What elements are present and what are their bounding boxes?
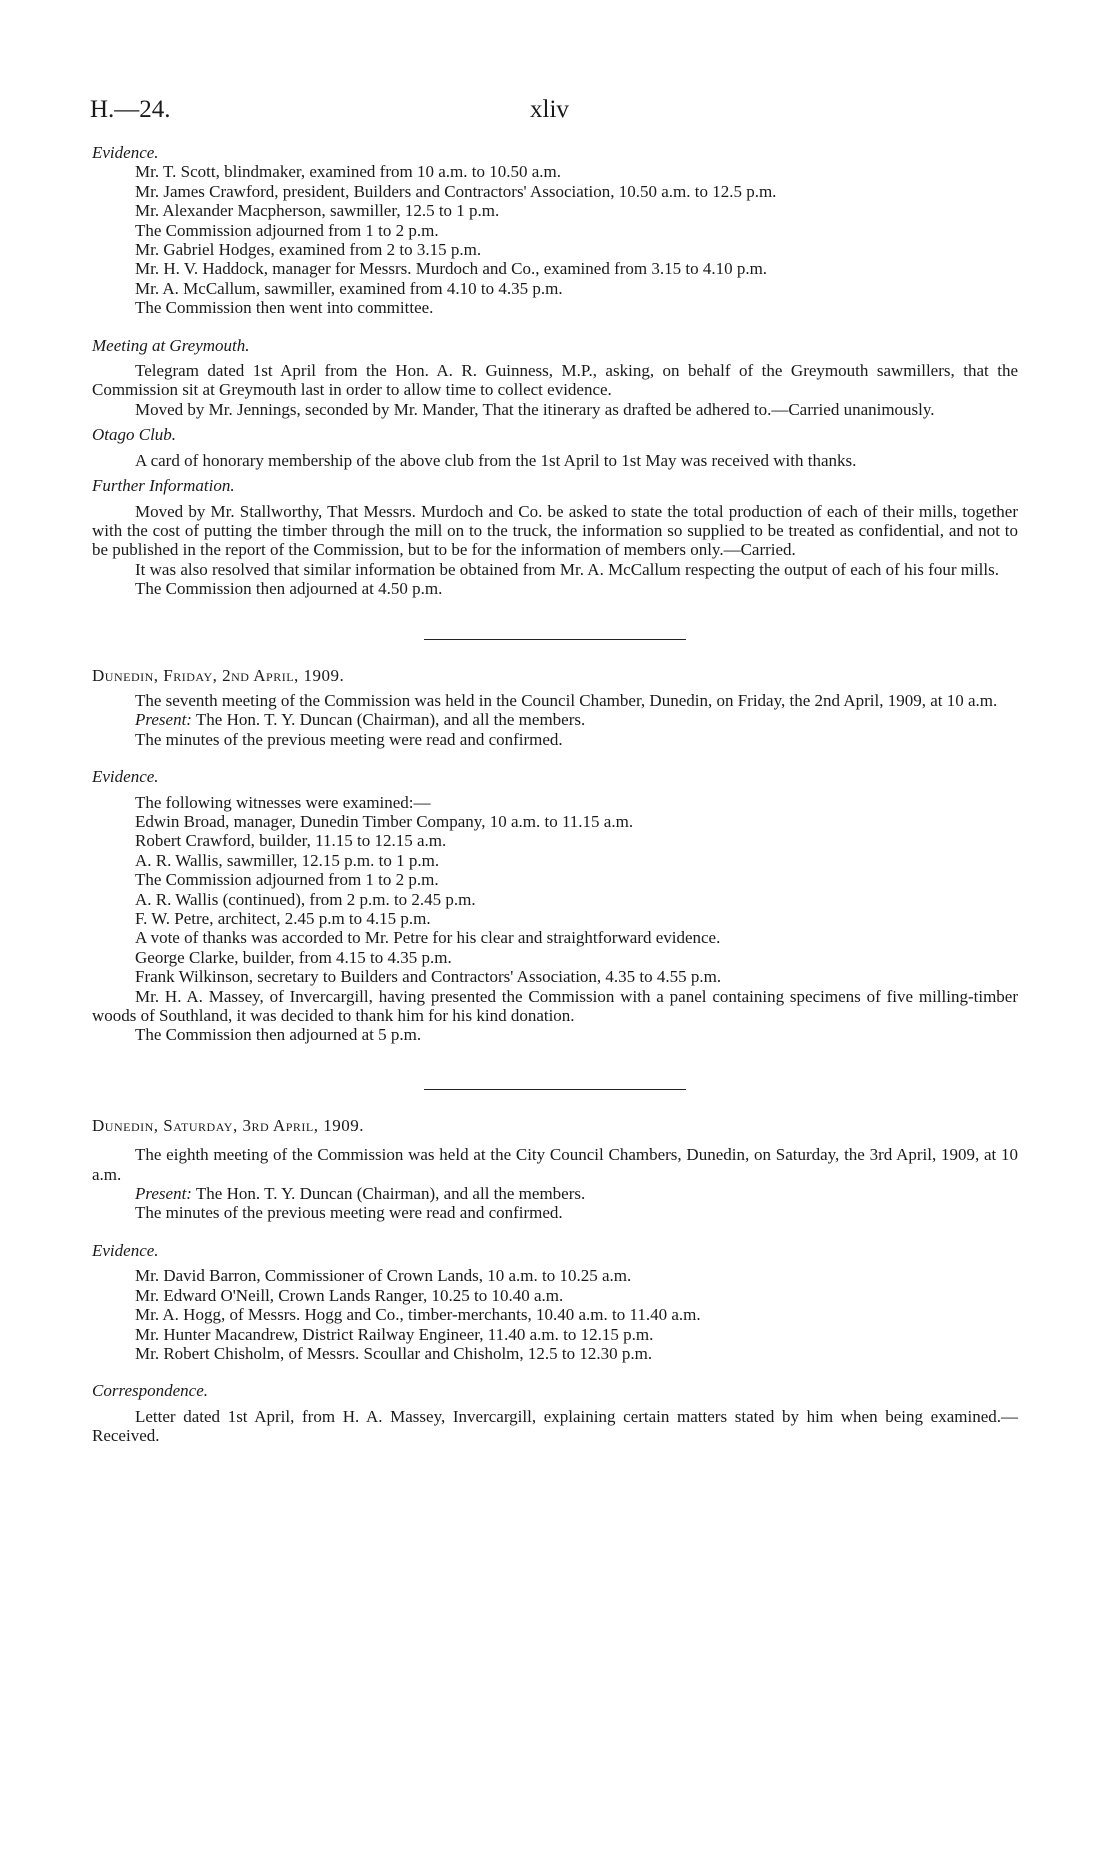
friday-evidence-line: The following witnesses were examined:—	[135, 792, 431, 812]
further-heading: Further Information.	[92, 476, 235, 496]
greymouth-telegram: Telegram dated 1st April from the Hon. A. R. Guinness, M.P., asking, on behalf of the Greymouth sawmillers, that the Commission sit at Greymouth last in order to allow time to collect evidence.	[92, 361, 1018, 400]
friday-evidence-line: Edwin Broad, manager, Dunedin Timber Company, 10 a.m. to 11.15 a.m.	[135, 811, 634, 831]
friday-evidence-line: F. W. Petre, architect, 2.45 p.m to 4.15 p.m.	[135, 909, 431, 928]
saturday-evidence-line: Mr. Edward O'Neill, Crown Lands Ranger, 10.25 to 10.40 a.m.	[135, 1285, 564, 1305]
saturday-evidence-line: Mr. A. Hogg, of Messrs. Hogg and Co., timber-merchants, 10.40 a.m. to 11.40 a.m.	[135, 1305, 701, 1325]
otago-heading: Otago Club.	[92, 425, 177, 445]
friday-intro: The seventh meeting of the Commission was held in the Council Chamber, Dunedin, on Friday, the 2nd April, 1909, at 10 a.m.	[135, 690, 998, 710]
friday-evidence-line: Frank Wilkinson, secretary to Builders and Contractors' Association, 4.35 to 4.55 p.m.	[135, 967, 722, 987]
saturday-evidence-line: Mr. Robert Chisholm, of Messrs. Scoullar and Chisholm, 12.5 to 12.30 p.m.	[135, 1343, 653, 1363]
friday-evidence-heading: Evidence.	[92, 767, 159, 787]
friday-evidence-line: The Commission adjourned from 1 to 2 p.m.	[135, 870, 439, 890]
friday-adjourn: The Commission then adjourned at 5 p.m.	[135, 1025, 422, 1045]
evidence-heading: Evidence.	[92, 143, 159, 162]
friday-evidence-line: A vote of thanks was accorded to Mr. Petre for his clear and straightforward evidence.	[135, 928, 721, 948]
page-reference: H.—24.	[90, 96, 171, 123]
greymouth-motion: Moved by Mr. Jennings, seconded by Mr. Mander, That the itinerary as drafted be adhered to.—Carried unanimously.	[135, 399, 935, 419]
saturday-date-heading: Dunedin, Saturday, 3rd April, 1909.	[92, 1115, 364, 1135]
friday-evidence-line: Robert Crawford, builder, 11.15 to 12.15 a.m.	[135, 831, 447, 851]
saturday-evidence-line: Mr. David Barron, Commissioner of Crown Lands, 10 a.m. to 10.25 a.m.	[135, 1266, 632, 1286]
further-resolution: It was also resolved that similar information be obtained from Mr. A. McCallum respecting the output of each of his four mills.	[135, 559, 999, 579]
evidence-line: Mr. H. V. Haddock, manager for Messrs. Murdoch and Co., examined from 3.15 to 4.10 p.m.	[135, 259, 768, 279]
correspondence-letter: Letter dated 1st April, from H. A. Massey, Invercargill, explaining certain matters stated by him when being examined.—Received.	[92, 1406, 1018, 1446]
saturday-minutes: The minutes of the previous meeting were read and confirmed.	[135, 1203, 563, 1223]
friday-massey-donation: Mr. H. A. Massey, of Invercargill, having presented the Commission with a panel containing specimens of five milling-timber woods of Southland, it was decided to thank him for his kind donation.	[92, 986, 1018, 1026]
evidence-line: The Commission then went into committee.	[135, 298, 434, 318]
friday-evidence-line: A. R. Wallis, sawmiller, 12.15 p.m. to 1 p.m.	[135, 850, 440, 870]
section-divider	[424, 639, 686, 640]
present-label: Present:	[135, 710, 192, 730]
saturday-present	[92, 1184, 1018, 1203]
evidence-line: Mr. Alexander Macpherson, sawmiller, 12.5 to 1 p.m.	[135, 201, 500, 221]
friday-evidence-line: A. R. Wallis (continued), from 2 p.m. to 2.45 p.m.	[135, 889, 476, 909]
friday-minutes: The minutes of the previous meeting were read and confirmed.	[135, 729, 563, 749]
friday-date-heading: Dunedin, Friday, 2nd April, 1909.	[92, 665, 345, 685]
document-body	[92, 143, 1018, 1446]
page-number: xliv	[530, 96, 569, 123]
friday-evidence-line: George Clarke, builder, from 4.15 to 4.35 p.m.	[135, 947, 452, 967]
friday-present	[92, 710, 1018, 729]
evidence-line: The Commission adjourned from 1 to 2 p.m.	[135, 220, 439, 240]
evidence-line: Mr. James Crawford, president, Builders and Contractors' Association, 10.50 a.m. to 12.5 p.m.	[135, 181, 777, 201]
further-adjourn: The Commission then adjourned at 4.50 p.m.	[135, 579, 443, 599]
correspondence-heading: Correspondence.	[92, 1381, 208, 1401]
further-motion: Moved by Mr. Stallworthy, That Messrs. Murdoch and Co. be asked to state the total production of each of their mills, together with the cost of putting the timber through the mill on to the truck, the information so supplied to be treated as confidential, and not to be published in the report of the Commission, but to be for the information of members only.—Carried.	[92, 501, 1018, 560]
present-text: The Hon. T. Y. Duncan (Chairman), and all the members.	[195, 710, 586, 730]
otago-paragraph: A card of honorary membership of the above club from the 1st April to 1st May was received with thanks.	[135, 450, 857, 470]
present-label: Present:	[135, 1184, 192, 1204]
evidence-line: Mr. Gabriel Hodges, examined from 2 to 3.15 p.m.	[135, 240, 482, 260]
present-text: The Hon. T. Y. Duncan (Chairman), and all the members.	[195, 1184, 586, 1204]
evidence-line: Mr. A. McCallum, sawmiller, examined from 4.10 to 4.35 p.m.	[135, 278, 563, 298]
saturday-evidence-heading: Evidence.	[92, 1240, 159, 1260]
greymouth-heading: Meeting at Greymouth.	[92, 335, 250, 355]
section-divider	[424, 1089, 686, 1090]
saturday-evidence-line: Mr. Hunter Macandrew, District Railway Engineer, 11.40 a.m. to 12.15 p.m.	[135, 1324, 654, 1344]
saturday-intro: The eighth meeting of the Commission was held at the City Council Chambers, Dunedin, on Saturday, the 3rd April, 1909, at 10 a.m.	[92, 1145, 1018, 1184]
evidence-line: Mr. T. Scott, blindmaker, examined from 10 a.m. to 10.50 a.m.	[135, 162, 561, 182]
